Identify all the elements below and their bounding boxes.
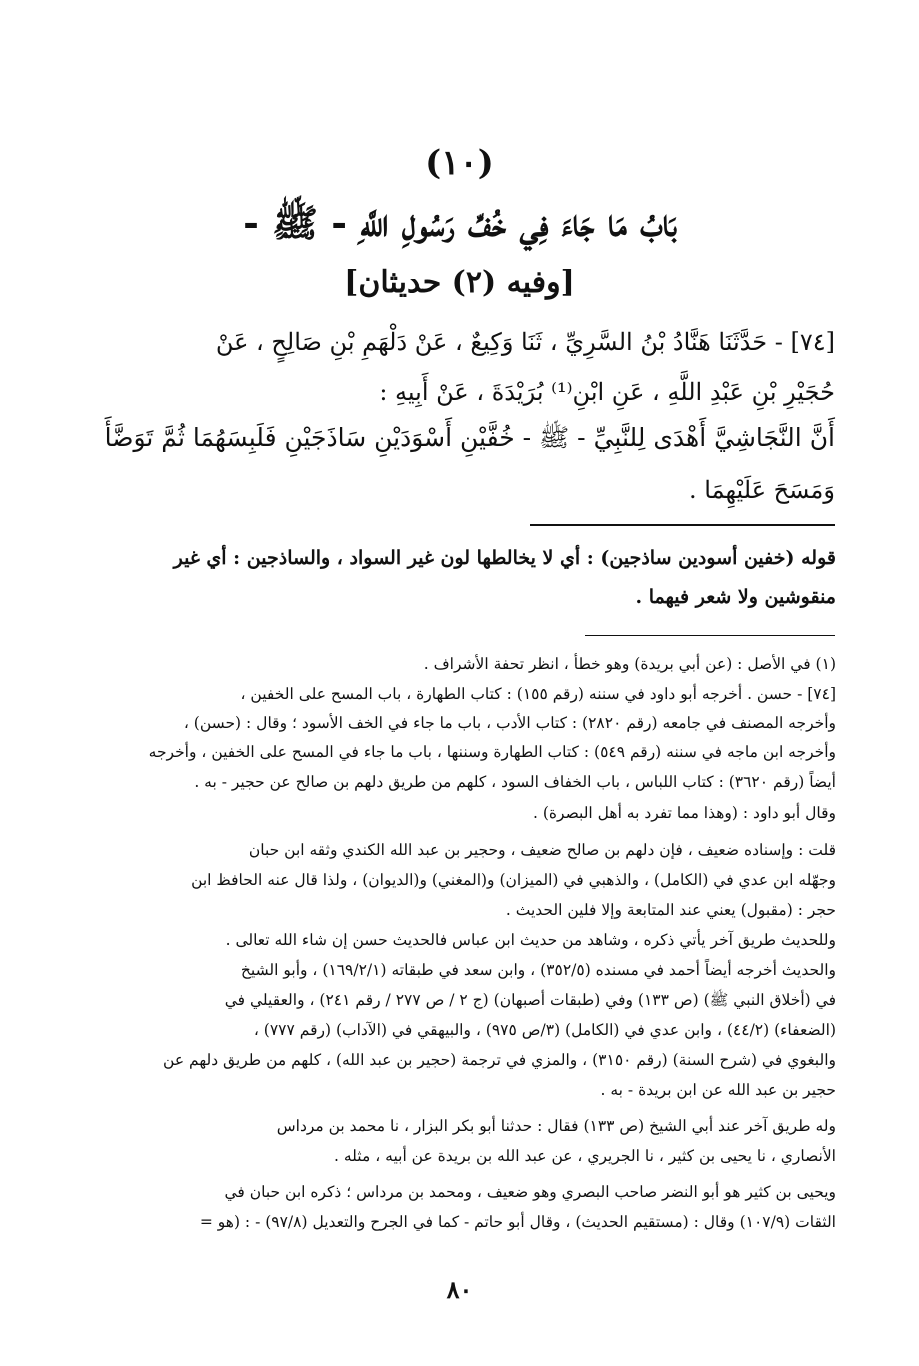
- footnote-line: حجر : (مقبول) يعني عند المتابعة وإلا فلين الحديث .: [505, 901, 836, 919]
- commentary-line: منقوشين ولا شعر فيهما .: [635, 586, 836, 608]
- footnote-line: أيضاً (رقم ٣٦٢٠) : كتاب اللباس ، باب الخفاف السود ، كلهم من طريق دلهم بن صالح عن حجير - به .: [194, 773, 836, 791]
- hadith-line: وَمَسَحَ عَلَيْهِمَا .: [689, 476, 835, 504]
- commentary-line: قوله (خفين أسودين ساذجين) : أي لا يخالطها لون غير السواد ، والساذجين : أي غير: [173, 547, 836, 569]
- footnote-line: [٧٤] - حسن . أخرجه أبو داود في سننه (رقم ١٥٥) : كتاب الطهارة ، باب المسح على الخفين ،: [240, 685, 836, 703]
- footnote-line: وأخرجه ابن ماجه في سننه (رقم ٥٤٩) : كتاب الطهارة وسننها ، باب ما جاء في المسح على الخفين ، وأخرجه: [148, 743, 836, 761]
- footnote-line: الأنصاري ، نا يحيى بن كثير ، نا الجريري ، عن عبد الله بن بريدة عن أبيه ، مثله .: [334, 1147, 836, 1165]
- footnote-line: (الضعفاء) (٤٤/٢) ، وابن عدي في (الكامل) (٣/ص ٩٧٥) ، والبيهقي في (الآداب) (رقم ٧٧٧) ،: [253, 1021, 836, 1039]
- footnote-line: ويحيى بن كثير هو أبو النضر صاحب البصري وهو ضعيف ، ومحمد بن مرداس ؛ ذكره ابن حبان في: [224, 1183, 836, 1201]
- hadith-line: [٧٤] - حَدَّثَنَا هَنَّادُ بْنُ السَّرِيِّ ، ثَنَا وَكِيعٌ ، عَنْ دَلْهَمِ بْنِ صَالِحٍ ، عَنْ: [215, 328, 835, 356]
- footnote-line: وللحديث طريق آخر يأتي ذكره ، وشاهد من حديث ابن عباس فالحديث حسن إن شاء الله تعالى .: [225, 931, 836, 949]
- page-number: ٨٠: [446, 1275, 473, 1304]
- footnote-line: والحديث أخرجه أيضاً أحمد في مسنده (٣٥٢/٥) ، وابن سعد في طبقاته (١٦٩/٢/١) ، وأبو الشيخ: [240, 961, 836, 979]
- footnote-line: (١) في الأصل : (عن أبي بريدة) وهو خطأ ، انظر تحفة الأشراف .: [423, 655, 836, 673]
- footnote-line: في (أخلاق النبي ﷺ) (ص ١٣٣) وفي (طبقات أصبهان) (ج ٢ / ص ٢٧٧ / رقم ٢٤١) ، والعقيلي في: [224, 991, 836, 1009]
- footnote-line: والبغوي في (شرح السنة) (رقم ٣١٥٠) ، والمزي في ترجمة (حجير بن عبد الله) ، كلهم من طريق دلهم عن: [163, 1051, 836, 1069]
- footnote-line: وقال أبو داود : (وهذا مما تفرد به أهل البصرة) .: [533, 804, 836, 822]
- chapter-title: بَابُ مَا جَاءَ فِي خُفِّ رَسُولِ اللَّهِ - ﷺ -: [243, 200, 677, 245]
- footnote-line: وله طريق آخر عند أبي الشيخ (ص ١٣٣) فقال : حدثنا أبو بكر البزار ، نا محمد بن مرداس: [276, 1117, 836, 1135]
- footnote-line: قلت : وإسناده ضعيف ، فإن دلهم بن صالح ضعيف ، وحجير بن عبد الله الكندي وثقه ابن حبان: [248, 841, 836, 859]
- footnote-line: حجير بن عبد الله عن ابن بريدة - به .: [600, 1081, 836, 1099]
- hadith-count-heading: [وفيه (٢) حديثان]: [344, 265, 575, 300]
- hadith-line: حُجَيْرِ بْنِ عَبْدِ اللَّهِ ، عَنِ ابْنِ⁽¹⁾ بُرَيْدَةَ ، عَنْ أَبِيهِ :: [379, 378, 835, 406]
- footnote-divider: [585, 635, 835, 636]
- chapter-number: (١٠): [425, 143, 494, 183]
- footnote-line: وجهّله ابن عدي في (الكامل) ، والذهبي في (الميزان) و(المغني) و(الديوان) ، ولذا قال عنه الحافظ ابن: [191, 871, 836, 889]
- footnote-line: وأخرجه المصنف في جامعه (رقم ٢٨٢٠) : كتاب الأدب ، باب ما جاء في الخف الأسود ؛ وقال : (حسن) ،: [183, 714, 836, 732]
- footnote-line: الثقات (١٠٧/٩) وقال : (مستقيم الحديث) ، وقال أبو حاتم - كما في الجرح والتعديل (٩٧/٨) - : (هو =: [199, 1213, 836, 1231]
- main-divider: [530, 524, 835, 526]
- hadith-line: أَنَّ النَّجَاشِيَّ أَهْدَى لِلنَّبِيِّ - ﷺ - خُفَّيْنِ أَسْوَدَيْنِ سَاذَجَيْنِ فَلَبِسَهُمَا ثُمَّ تَوَضَّأَ: [104, 423, 835, 452]
